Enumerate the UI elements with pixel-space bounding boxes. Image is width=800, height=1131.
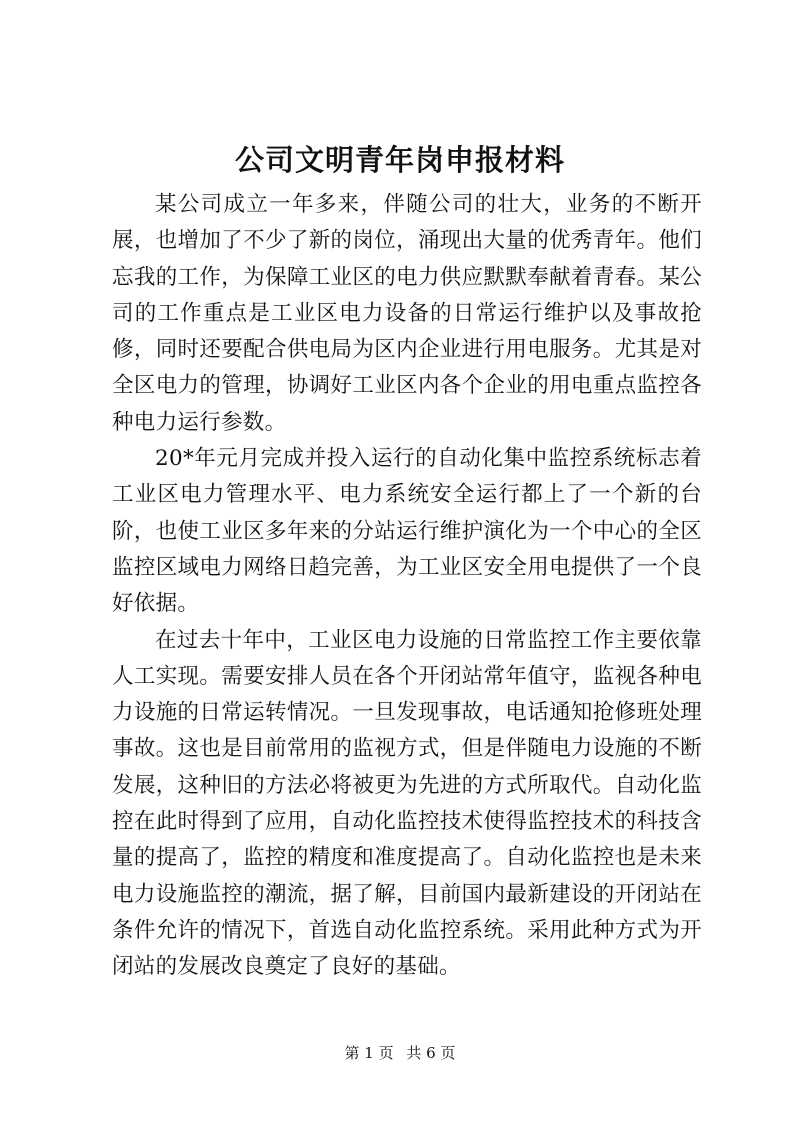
document-title: 公司文明青年岗申报材料 [234, 143, 565, 177]
paragraph-2: 20*年元月完成并投入运行的自动化集中监控系统标志着工业区电力管理水平、电力系统安全运行都上了一个新的台阶，也使工业区多年来的分站运行维护演化为一个中心的全区监控区域电力网络日趋完善，为工业区安全用电提供了一个良好依据。 [112, 446, 702, 617]
page-footer [0, 1043, 800, 1063]
page-number: 第 1 页 [344, 1044, 394, 1062]
paragraph-1: 某公司成立一年多来，伴随公司的壮大，业务的不断开展，也增加了不少了新的岗位，涌现出大量的优秀青年。他们忘我的工作，为保障工业区的电力供应默默奉献着青春。某公司的工作重点是工业区电力设备的日常运行维护以及事故抢修，同时还要配合供电局为区内企业进行用电服务。尤其是对全区电力的管理，协调好工业区内各个企业的用电重点监控各种电力运行参数。 [112, 192, 702, 435]
document-body [112, 187, 702, 986]
paragraph-3: 在过去十年中，工业区电力设施的日常监控工作主要依靠人工实现。需要安排人员在各个开闭站常年值守，监视各种电力设施的日常运转情况。一旦发现事故，电话通知抢修班处理事故。这也是目前常用的监视方式，但是伴随电力设施的不断发展，这种旧的方法必将被更为先进的方式所取代。自动化监控在此时得到了应用，自动化监控技术使得监控技术的科技含量的提高了，监控的精度和准度提高了。自动化监控也是未来电力设施监控的潮流，据了解，目前国内最新建设的开闭站在条件允许的情况下，首选自动化监控系统。采用此种方式为开闭站的发展改良奠定了良好的基础。 [112, 627, 702, 980]
page-total: 共 6 页 [406, 1044, 456, 1062]
